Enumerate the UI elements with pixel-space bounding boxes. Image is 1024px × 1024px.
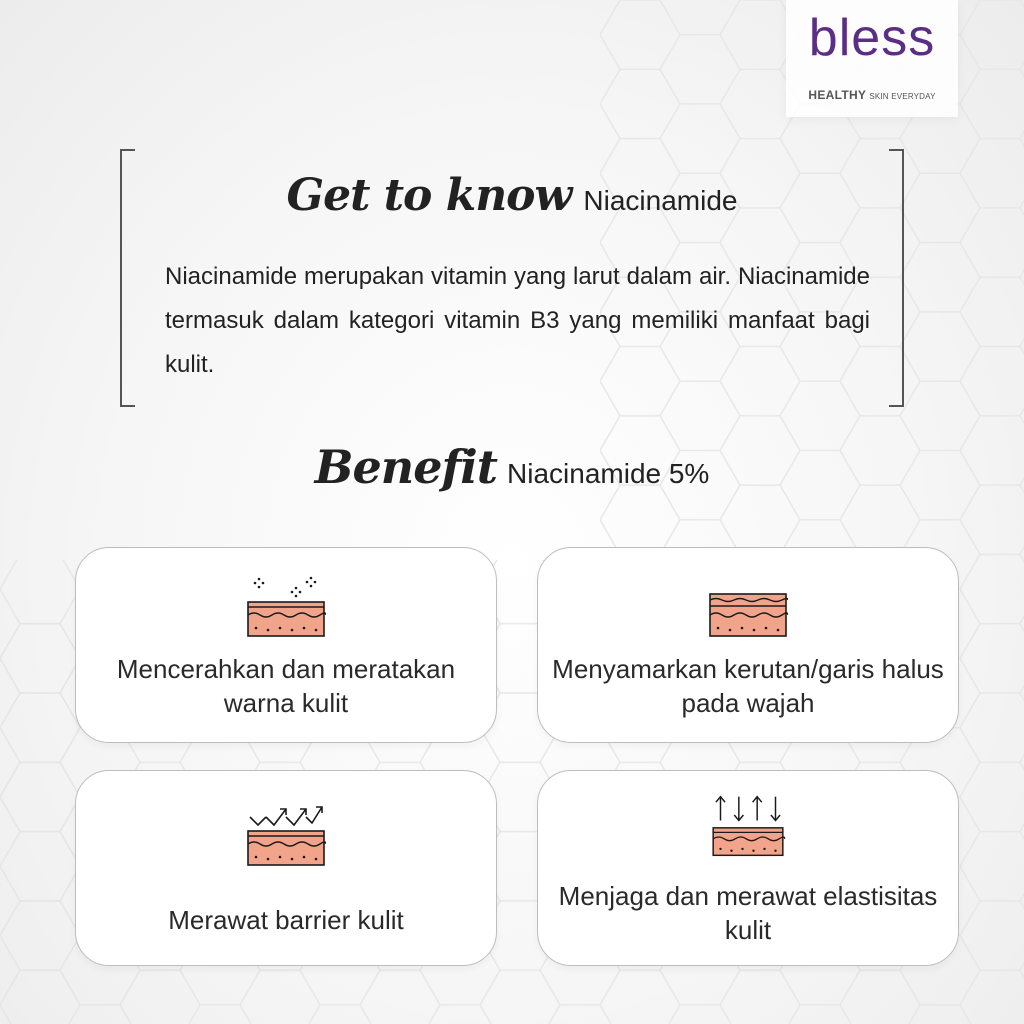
- benefit-heading-script: Benefit: [314, 440, 498, 494]
- benefit-card-barrier: [75, 770, 497, 966]
- intro-heading-text: Niacinamide: [583, 185, 738, 216]
- wrinkle-skin-icon: [708, 574, 788, 640]
- tagline-skin-everyday: SKIN EVERYDAY: [869, 92, 936, 101]
- tagline-healthy: HEALTHY: [808, 88, 867, 102]
- benefit-heading-text: Niacinamide 5%: [507, 458, 710, 489]
- intro-body: Niacinamide merupakan vitamin yang larut dalam air. Niacinamide termasuk dalam kategori vitamin B3 yang memiliki manfaat bagi kulit.: [165, 263, 870, 378]
- benefit-label: Menjaga dan merawat elastisitas kulit: [558, 881, 938, 945]
- benefit-card-elasticity: [537, 770, 959, 966]
- benefit-card-brightening: [75, 547, 497, 743]
- brand-logo: [786, 0, 958, 117]
- intro-heading: [0, 170, 1024, 221]
- benefit-label: Mencerahkan dan meratakan warna kulit: [116, 654, 456, 718]
- elasticity-skin-icon: [708, 793, 788, 859]
- benefit-label: Merawat barrier kulit: [168, 905, 404, 935]
- brand-name: bless: [808, 9, 936, 67]
- benefit-label: Menyamarkan kerutan/garis halus pada wajah: [552, 654, 944, 718]
- barrier-skin-icon: [246, 803, 326, 869]
- intro-heading-script: Get to know: [286, 170, 572, 221]
- benefit-heading: [0, 440, 1024, 494]
- benefit-card-wrinkle: [537, 547, 959, 743]
- brightening-skin-icon: [246, 574, 326, 640]
- brand-tagline: [786, 88, 958, 102]
